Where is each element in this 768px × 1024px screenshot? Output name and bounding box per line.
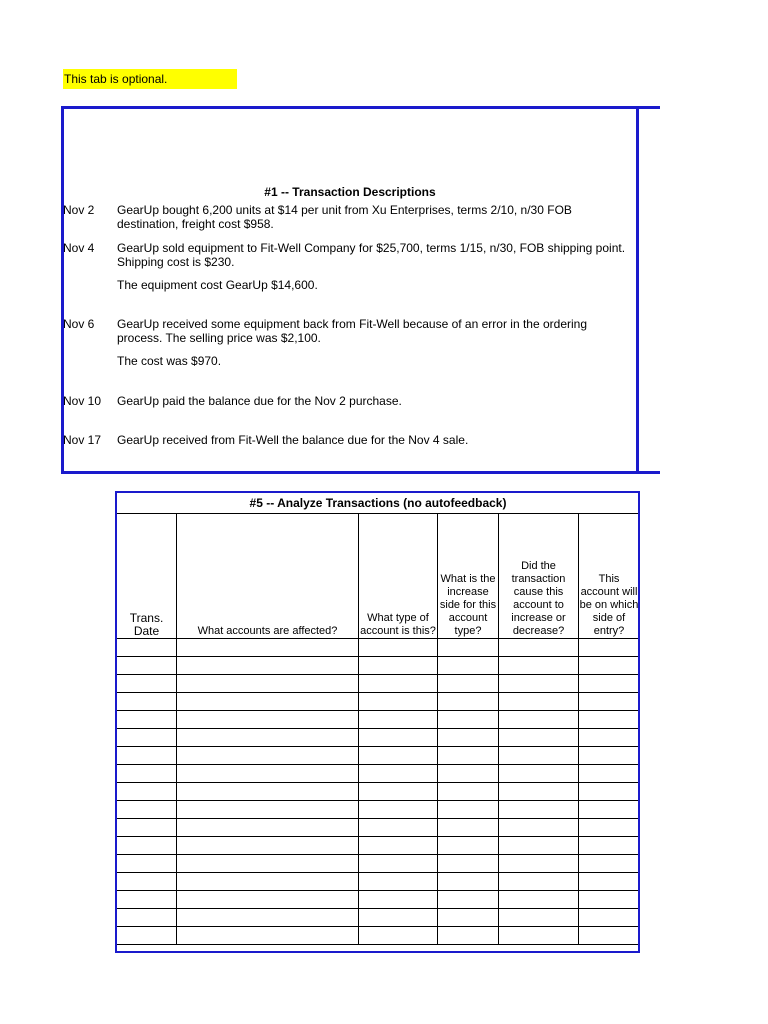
input-cell[interactable]: [359, 855, 438, 873]
input-cell[interactable]: [117, 693, 177, 711]
analyze-table-title: #5 -- Analyze Transactions (no autofeedback): [117, 493, 640, 514]
table-row: [117, 711, 640, 729]
transaction-description: GearUp sold equipment to Fit-Well Company for $25,700, terms 1/15, n/30, FOB shipping point. Shipping cost is $230.: [117, 241, 626, 269]
table-row: [117, 747, 640, 765]
input-cell[interactable]: [359, 837, 438, 855]
transaction-description: GearUp received from Fit-Well the balance due for the Nov 4 sale.: [117, 433, 469, 447]
input-cell[interactable]: [499, 837, 579, 855]
input-cell[interactable]: [177, 837, 359, 855]
input-cell[interactable]: [499, 855, 579, 873]
input-cell[interactable]: [579, 747, 640, 765]
input-cell[interactable]: [438, 927, 499, 945]
table-row: [117, 819, 640, 837]
input-cell[interactable]: [499, 873, 579, 891]
transaction-date: Nov 4: [63, 241, 95, 255]
column-header-account-type: What type of account is this?: [359, 514, 438, 639]
table-row: [117, 855, 640, 873]
input-cell[interactable]: [177, 909, 359, 927]
box-border-extension: [639, 471, 660, 474]
column-header-accounts-affected: What accounts are affected?: [177, 514, 359, 639]
table-row: [117, 909, 640, 927]
input-cell[interactable]: [359, 693, 438, 711]
input-cell[interactable]: [579, 729, 640, 747]
input-cell[interactable]: [117, 801, 177, 819]
column-header-increase-or-decrease: Did the transaction cause this account to increase or decrease?: [499, 514, 579, 639]
input-cell[interactable]: [579, 675, 640, 693]
input-cell[interactable]: [117, 729, 177, 747]
input-cell[interactable]: [438, 693, 499, 711]
input-cell[interactable]: [438, 729, 499, 747]
input-cell[interactable]: [499, 927, 579, 945]
input-cell[interactable]: [177, 639, 359, 657]
transaction-description: The cost was $970.: [117, 354, 222, 368]
input-cell[interactable]: [579, 855, 640, 873]
input-cell[interactable]: [499, 711, 579, 729]
input-cell[interactable]: [359, 675, 438, 693]
transaction-description: The equipment cost GearUp $14,600.: [117, 278, 318, 292]
input-cell[interactable]: [117, 837, 177, 855]
input-cell[interactable]: [499, 801, 579, 819]
input-cell[interactable]: [438, 837, 499, 855]
input-cell[interactable]: [359, 873, 438, 891]
input-cell[interactable]: [177, 873, 359, 891]
column-header-trans-date: Trans. Date: [117, 514, 177, 639]
table-row: [117, 891, 640, 909]
input-cell[interactable]: [499, 909, 579, 927]
input-cell[interactable]: [438, 873, 499, 891]
input-cell[interactable]: [117, 819, 177, 837]
input-cell[interactable]: [499, 675, 579, 693]
transaction-date: Nov 17: [63, 433, 102, 447]
input-cell[interactable]: [177, 729, 359, 747]
table-row: [117, 693, 640, 711]
input-cell[interactable]: [438, 765, 499, 783]
input-cell[interactable]: [117, 639, 177, 657]
input-cell[interactable]: [499, 693, 579, 711]
input-cell[interactable]: [579, 639, 640, 657]
table-row: [117, 783, 640, 801]
table-row: [117, 801, 640, 819]
input-cell[interactable]: [579, 657, 640, 675]
table-row: [117, 639, 640, 657]
input-cell[interactable]: [579, 693, 640, 711]
input-cell[interactable]: [359, 711, 438, 729]
input-cell[interactable]: [579, 765, 640, 783]
input-cell[interactable]: [438, 657, 499, 675]
input-cell[interactable]: [177, 657, 359, 675]
input-cell[interactable]: [438, 801, 499, 819]
input-cell[interactable]: [438, 711, 499, 729]
input-cell[interactable]: [117, 675, 177, 693]
input-cell[interactable]: [177, 819, 359, 837]
input-cell[interactable]: [579, 927, 640, 945]
input-cell[interactable]: [359, 819, 438, 837]
input-cell[interactable]: [438, 675, 499, 693]
input-cell[interactable]: [177, 711, 359, 729]
input-cell[interactable]: [117, 891, 177, 909]
input-cell[interactable]: [499, 819, 579, 837]
input-cell[interactable]: [499, 639, 579, 657]
input-cell[interactable]: [579, 873, 640, 891]
table-row: [117, 873, 640, 891]
table-row: [117, 729, 640, 747]
input-cell[interactable]: [438, 909, 499, 927]
table-row: [117, 927, 640, 945]
input-cell[interactable]: [359, 729, 438, 747]
transaction-date: Nov 6: [63, 317, 95, 331]
column-header-increase-side: What is the increase side for this account type?: [438, 514, 499, 639]
table-row: [117, 837, 640, 855]
input-cell[interactable]: [579, 891, 640, 909]
input-cell[interactable]: [117, 909, 177, 927]
input-cell[interactable]: [579, 783, 640, 801]
input-cell[interactable]: [499, 891, 579, 909]
input-cell[interactable]: [359, 765, 438, 783]
descriptions-title: #1 -- Transaction Descriptions: [264, 185, 436, 199]
transaction-date: Nov 10: [63, 394, 102, 408]
input-cell[interactable]: [117, 927, 177, 945]
input-cell[interactable]: [579, 909, 640, 927]
input-cell[interactable]: [177, 765, 359, 783]
input-cell[interactable]: [177, 747, 359, 765]
transaction-description: GearUp paid the balance due for the Nov 2 purchase.: [117, 394, 402, 408]
input-cell[interactable]: [499, 783, 579, 801]
input-cell[interactable]: [177, 927, 359, 945]
input-cell[interactable]: [177, 693, 359, 711]
input-cell[interactable]: [359, 801, 438, 819]
input-cell[interactable]: [499, 747, 579, 765]
table-row: [117, 657, 640, 675]
input-cell[interactable]: [499, 657, 579, 675]
box-border-extension: [639, 106, 660, 109]
input-cell[interactable]: [359, 891, 438, 909]
table-row: [117, 765, 640, 783]
input-cell[interactable]: [579, 801, 640, 819]
input-cell[interactable]: [438, 747, 499, 765]
transaction-description: GearUp bought 6,200 units at $14 per unit from Xu Enterprises, terms 2/10, n/30 FOB destination, freight cost $958.: [117, 203, 572, 231]
input-cell[interactable]: [177, 801, 359, 819]
column-header-entry-side: This account will be on which side of entry?: [579, 514, 640, 639]
input-cell[interactable]: [579, 711, 640, 729]
input-cell[interactable]: [177, 783, 359, 801]
input-cell[interactable]: [117, 711, 177, 729]
input-cell[interactable]: [438, 891, 499, 909]
input-cell[interactable]: [499, 765, 579, 783]
transaction-date: Nov 2: [63, 203, 95, 217]
input-cell[interactable]: [579, 837, 640, 855]
input-cell[interactable]: [359, 657, 438, 675]
input-cell[interactable]: [438, 855, 499, 873]
input-cell[interactable]: [359, 783, 438, 801]
input-cell[interactable]: [438, 783, 499, 801]
input-cell[interactable]: [117, 765, 177, 783]
input-cell[interactable]: [117, 873, 177, 891]
input-cell[interactable]: [359, 927, 438, 945]
input-cell[interactable]: [117, 783, 177, 801]
analyze-transactions-table: [116, 492, 640, 945]
transaction-description: GearUp received some equipment back from Fit-Well because of an error in the ordering process. The selling price was $2,100.: [117, 317, 587, 345]
input-cell[interactable]: [579, 819, 640, 837]
input-cell[interactable]: [117, 855, 177, 873]
input-cell[interactable]: [438, 639, 499, 657]
input-cell[interactable]: [359, 747, 438, 765]
table-row: [117, 675, 640, 693]
input-cell[interactable]: [117, 657, 177, 675]
input-cell[interactable]: [359, 909, 438, 927]
input-cell[interactable]: [177, 675, 359, 693]
input-cell[interactable]: [499, 729, 579, 747]
input-cell[interactable]: [359, 639, 438, 657]
input-cell[interactable]: [177, 855, 359, 873]
input-cell[interactable]: [438, 819, 499, 837]
input-cell[interactable]: [117, 747, 177, 765]
optional-tab-note: This tab is optional.: [63, 69, 237, 89]
input-cell[interactable]: [177, 891, 359, 909]
